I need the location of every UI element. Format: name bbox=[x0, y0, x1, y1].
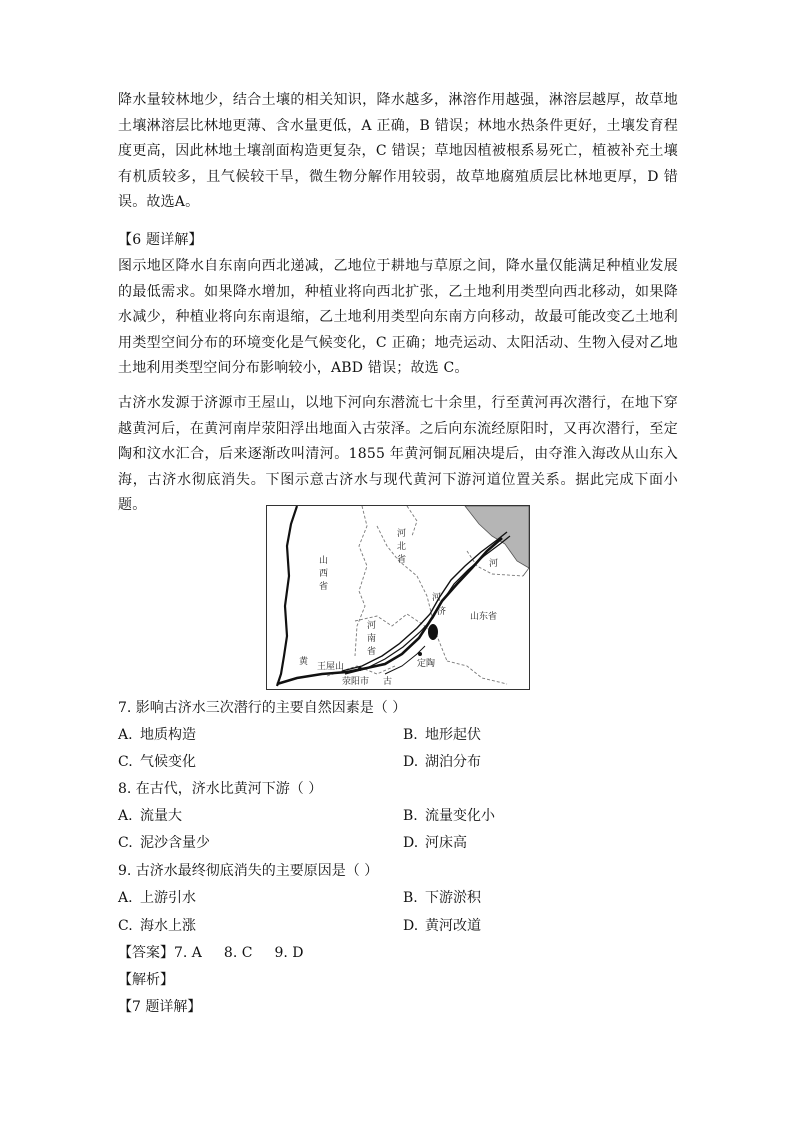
question-8-option-d bbox=[403, 833, 467, 853]
lake-shape bbox=[428, 624, 438, 640]
option-text: 上游引水 bbox=[140, 890, 196, 906]
label-wangwushan: 王屋山 bbox=[317, 662, 345, 672]
option-text: 地质构造 bbox=[140, 727, 196, 743]
label-xingyang: 荥阳市 bbox=[342, 677, 370, 687]
question-8-option-c bbox=[118, 833, 210, 853]
question-7-option-d bbox=[403, 752, 481, 772]
paragraph-text: 图示地区降水自东南向西北递减，乙地位于耕地与草原之间，降水量仅能满足种植业发展的最低需求。如果降水增加，种植业将向西北扩张，乙土地利用类型向西北移动，如果降水减少，种植业将向东南退缩，乙土地利用类型向东南方向移动，故最可能改变乙土地利用类型空间分布的环境变化是气候变化，C 正确；地壳运动、太阳活动、生物入侵对乙地土地利用类型空间分布影响较小，ABD 错误；故选 C。 bbox=[118, 258, 678, 377]
option-letter: C. bbox=[118, 754, 133, 770]
answer-9: 9. D bbox=[274, 945, 304, 961]
boundary-hebei-top bbox=[407, 506, 417, 536]
label-dingtao: 定陶 bbox=[417, 659, 436, 669]
heading-question-6-detail bbox=[118, 228, 678, 254]
label-he-river-east: 河 bbox=[489, 559, 499, 569]
option-letter: C. bbox=[118, 835, 133, 851]
question-7-option-c bbox=[118, 752, 196, 772]
yellow-river-modern bbox=[277, 538, 502, 684]
option-text: 地形起伏 bbox=[425, 727, 481, 743]
boundary-hebei-shandong bbox=[377, 526, 432, 616]
label-shanxi-3: 省 bbox=[319, 582, 329, 592]
option-letter: D. bbox=[403, 754, 419, 770]
option-letter: B. bbox=[403, 727, 418, 743]
yellow-river-west bbox=[277, 506, 297, 686]
option-letter: B. bbox=[403, 808, 418, 824]
label-hebei-3: 省 bbox=[397, 555, 407, 565]
option-text: 海水上涨 bbox=[140, 918, 196, 934]
question-7-stem: 7. 影响古济水三次潜行的主要自然因素是（ ） bbox=[118, 700, 407, 716]
label-henan-2: 南 bbox=[367, 634, 377, 644]
option-letter: B. bbox=[403, 890, 418, 906]
label-he-river-mid: 河 bbox=[432, 593, 442, 603]
question-9-option-b bbox=[403, 888, 481, 908]
heading-text: 【6 题详解】 bbox=[118, 232, 203, 248]
option-text: 流量变化小 bbox=[425, 808, 495, 824]
answer-8: 8. C bbox=[223, 945, 253, 961]
coastline bbox=[523, 568, 529, 576]
question-7-detail-heading: 【7 题详解】 bbox=[118, 999, 202, 1015]
option-letter: A. bbox=[118, 808, 133, 824]
analysis-heading: 【解析】 bbox=[118, 972, 174, 988]
option-text: 河床高 bbox=[425, 835, 467, 851]
label-henan-3: 省 bbox=[367, 647, 377, 657]
boundary-shanxi-hebei bbox=[355, 506, 367, 656]
question-8-option-a bbox=[118, 806, 182, 826]
option-letter: D. bbox=[403, 918, 419, 934]
option-letter: A. bbox=[118, 727, 133, 743]
question-9-option-c bbox=[118, 916, 196, 936]
paragraph-explanation-5 bbox=[118, 88, 678, 216]
label-hebei-1: 河 bbox=[397, 529, 407, 539]
label-hebei-2: 北 bbox=[397, 542, 407, 552]
option-text: 泥沙含量少 bbox=[140, 835, 210, 851]
question-9-stem: 9. 古济水最终彻底消失的主要原因是（ ） bbox=[118, 863, 379, 879]
paragraph-text: 降水量较林地少，结合土壤的相关知识，降水越多，淋溶作用越强，淋溶层越厚，故草地土壤淋溶层比林地更薄、含水量更低，A 正确，B 错误；林地水热条件更好，土壤发育程度更高，因此林地土壤剖面构造更复杂，C 错误；草地因植被根系易死亡，植被补充土壤有机质较多，且气候较干旱，微生物分解作用较弱，故草地腐殖质层比林地更厚，D 错误。故选A。 bbox=[118, 92, 678, 211]
xingyang-dot bbox=[358, 667, 362, 671]
paragraph-material-jishui bbox=[118, 391, 678, 519]
label-shanxi-2: 西 bbox=[319, 569, 329, 579]
question-9-option-d bbox=[403, 916, 481, 936]
label-henan-1: 河 bbox=[367, 621, 377, 631]
option-text: 气候变化 bbox=[140, 754, 196, 770]
question-7-option-a bbox=[118, 725, 196, 745]
question-9-option-a bbox=[118, 888, 196, 908]
answer-7: 7. A bbox=[174, 945, 202, 961]
map-svg bbox=[267, 506, 529, 689]
paragraph-explanation-6 bbox=[118, 254, 678, 382]
option-letter: A. bbox=[118, 890, 133, 906]
option-text: 湖泊分布 bbox=[425, 754, 481, 770]
option-letter: D. bbox=[403, 835, 419, 851]
label-huang: 黄 bbox=[299, 657, 309, 667]
answer-line bbox=[118, 943, 304, 963]
label-shanxi-1: 山 bbox=[319, 556, 329, 566]
label-gu: 古 bbox=[383, 677, 393, 687]
paragraph-text: 古济水发源于济源市王屋山，以地下河向东潜流七十余里，行至黄河再次潜行，在地下穿越黄河后，在黄河南岸荥阳浮出地面入古荥泽。之后向东流经原阳时，又再次潜行，至定陶和汶水汇合，后来逐渐改叫清河。1855 年黄河铜瓦厢决堤后，由夺淮入海改从山东入海，古济水彻底消失。下图示意古济水与现代黄河下游河道位置关系。据此完成下面小题。 bbox=[118, 395, 678, 514]
question-8-option-b bbox=[403, 806, 495, 826]
question-7-option-b bbox=[403, 725, 481, 745]
question-8-stem: 8. 在古代，济水比黄河下游（ ） bbox=[118, 781, 323, 797]
label-ji: 济 bbox=[437, 607, 447, 617]
boundary-shandong-south bbox=[447, 661, 507, 684]
label-shandong: 山东省 bbox=[470, 612, 498, 622]
answer-label: 【答案】 bbox=[118, 945, 174, 961]
option-text: 黄河改道 bbox=[425, 918, 481, 934]
dingtao-dot bbox=[418, 652, 422, 656]
jishui-yellow-river-map bbox=[266, 505, 530, 690]
option-letter: C. bbox=[118, 918, 133, 934]
option-text: 下游淤积 bbox=[425, 890, 481, 906]
option-text: 流量大 bbox=[140, 808, 182, 824]
